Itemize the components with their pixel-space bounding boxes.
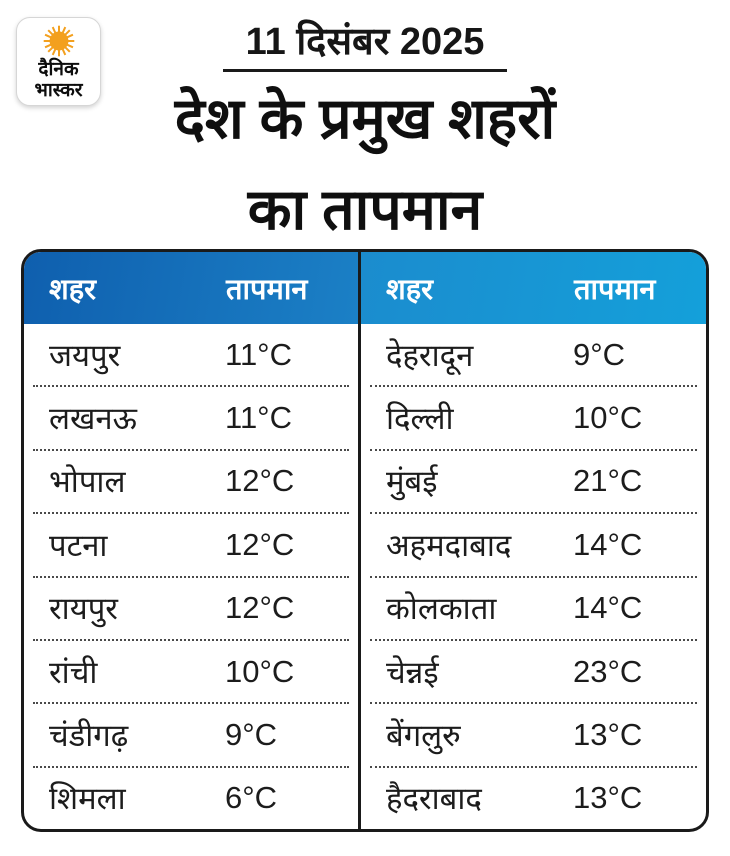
temperature-value: 12°C <box>225 526 295 562</box>
temperature-value: 23°C <box>573 653 643 689</box>
table-row <box>33 702 349 765</box>
table-row <box>33 639 349 702</box>
right-temperature-table <box>358 252 706 829</box>
city-name: मुंबई <box>386 464 438 500</box>
temperature-column-header: तापमान <box>226 273 308 306</box>
temperature-value: 11°C <box>225 400 292 436</box>
city-name: अहमदाबाद <box>386 527 512 563</box>
temperature-value: 9°C <box>225 716 278 752</box>
temperature-value: 10°C <box>573 400 643 436</box>
page-title-line1: देश के प्रमुख शहरों <box>174 87 556 151</box>
table-row <box>33 576 349 639</box>
right-table-header <box>361 252 706 324</box>
brand-name-line2: भास्कर <box>34 80 83 101</box>
table-row <box>370 576 697 639</box>
table-row <box>33 324 349 385</box>
table-row <box>370 702 697 765</box>
city-name: भोपाल <box>49 464 126 500</box>
temperature-value: 10°C <box>225 653 295 689</box>
table-row <box>33 766 349 829</box>
left-table-rows <box>24 324 358 829</box>
table-row <box>370 449 697 512</box>
city-name: कोलकाता <box>386 591 497 627</box>
table-row <box>370 385 697 448</box>
page-title-line2: का तापमान <box>247 178 483 242</box>
page-title <box>0 74 730 256</box>
temperature-table <box>21 249 709 832</box>
city-name: चेन्नई <box>386 654 439 690</box>
temperature-value: 9°C <box>573 336 626 372</box>
city-column-header: शहर <box>49 273 96 306</box>
brand-name-line1: दैनिक <box>38 59 79 80</box>
table-row <box>33 449 349 512</box>
city-column-header: शहर <box>386 273 433 306</box>
temperature-value: 12°C <box>225 590 295 626</box>
date-underline <box>223 69 507 72</box>
date-heading: 11 दिसंबर 2025 <box>245 21 485 63</box>
temperature-value: 14°C <box>573 526 643 562</box>
table-row <box>370 766 697 829</box>
city-name: हैदराबाद <box>386 781 482 817</box>
table-row <box>33 385 349 448</box>
city-name: पटना <box>49 527 108 563</box>
temperature-value: 6°C <box>225 780 278 816</box>
city-name: दिल्ली <box>386 401 454 437</box>
city-name: लखनऊ <box>49 401 137 437</box>
temperature-value: 13°C <box>573 780 643 816</box>
city-name: चंडीगढ़ <box>49 717 129 753</box>
table-row <box>370 639 697 702</box>
city-name: रायपुर <box>49 591 118 627</box>
city-name: देहरादून <box>386 337 474 373</box>
city-name: बेंगलुरु <box>386 717 461 753</box>
left-temperature-table <box>24 252 358 829</box>
table-row <box>370 512 697 575</box>
table-row <box>370 324 697 385</box>
temperature-value: 13°C <box>573 716 643 752</box>
city-name: शिमला <box>49 781 126 817</box>
temperature-column-header: तापमान <box>574 273 656 306</box>
right-table-rows <box>361 324 706 829</box>
temperature-value: 14°C <box>573 590 643 626</box>
temperature-value: 11°C <box>225 336 292 372</box>
city-name: जयपुर <box>49 337 121 373</box>
left-table-header <box>24 252 358 324</box>
temperature-value: 12°C <box>225 463 295 499</box>
temperature-value: 21°C <box>573 463 643 499</box>
table-row <box>33 512 349 575</box>
city-name: रांची <box>49 654 98 690</box>
